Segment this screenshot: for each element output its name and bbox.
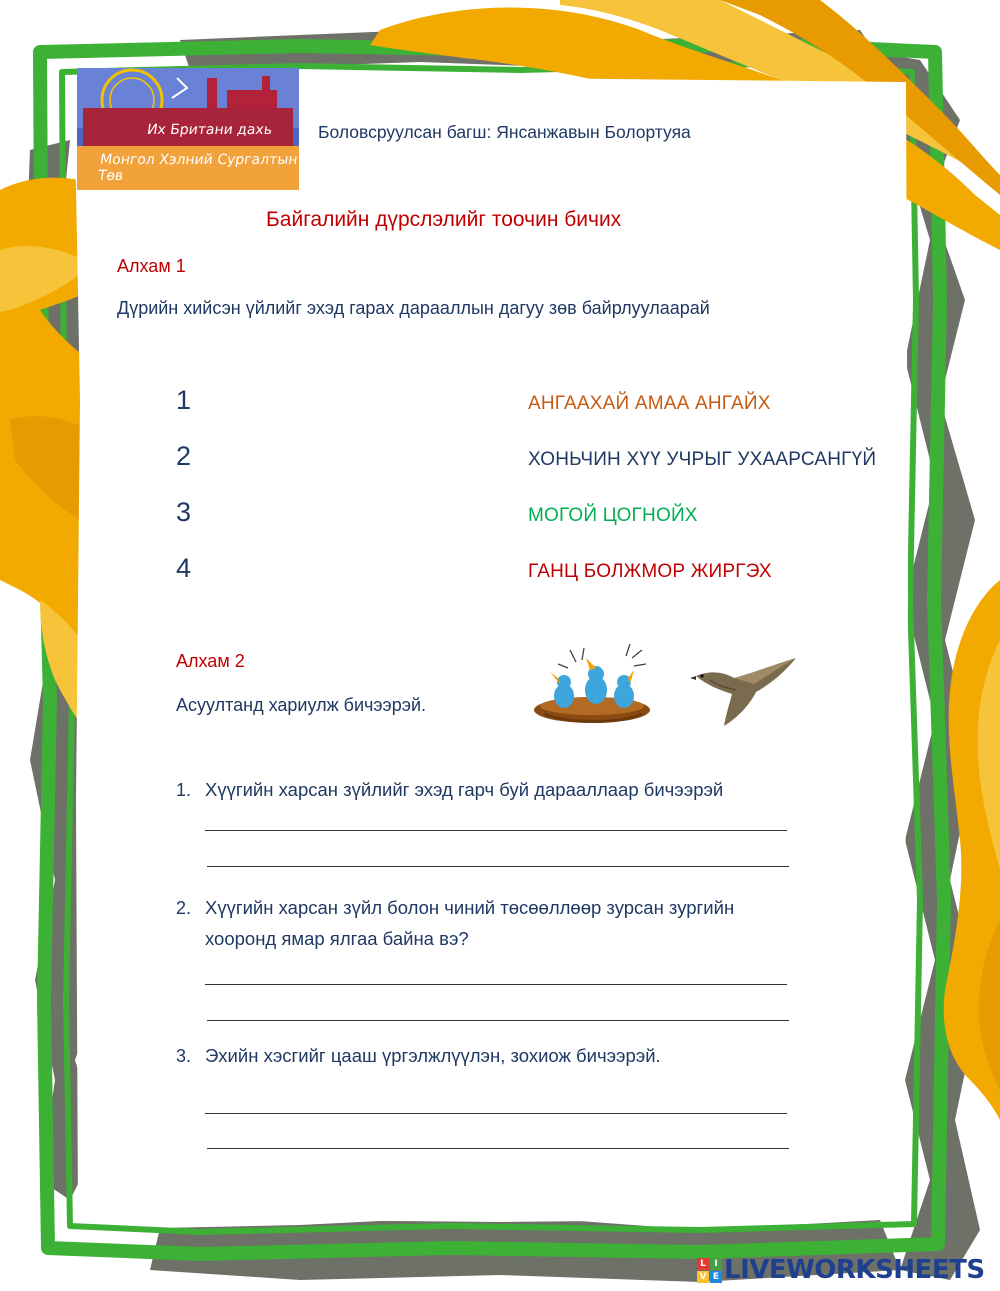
question-2-line-1: Хүүгийн харсан зүйл болон чиний төсөөллөөр зурсан зургийн — [205, 897, 735, 918]
logo-line-2: Монгол Хэлний Сургалтын Төв — [96, 152, 299, 184]
order-number-1: 1 — [176, 385, 192, 415]
order-number-4: 4 — [176, 553, 192, 583]
phrase-card-1[interactable]: АНГААХАЙ АМАА АНГАЙХ — [528, 393, 771, 414]
page-title: Байгалийн дүрслэлийг тоочин бичих — [266, 208, 622, 231]
question-3-text — [205, 1040, 661, 1071]
brand-name: LIVEWORKSHEETS — [724, 1255, 985, 1285]
bird-nest-icon — [530, 644, 656, 724]
live-badge-icon — [697, 1258, 722, 1283]
logo-line-1: Их Британи дахь — [145, 122, 274, 138]
step2-label: Алхам 2 — [176, 651, 245, 671]
question-2-line-2: хооронд ямар ялгаа байна вэ? — [205, 928, 469, 949]
question-2-text — [205, 892, 734, 954]
author-line: Боловсруулсан багш: Янсанжавын Болортуяа — [318, 122, 691, 142]
question-3-number: 3. — [176, 1046, 192, 1066]
question-2-number: 2. — [176, 898, 192, 918]
badge-letter-i: I — [710, 1258, 722, 1270]
answer-line-3b[interactable] — [207, 1148, 789, 1149]
question-1-number: 1. — [176, 780, 192, 800]
step1-label: Алхам 1 — [117, 256, 186, 276]
answer-line-1b[interactable] — [207, 866, 789, 867]
liveworksheets-brand[interactable] — [697, 1254, 985, 1286]
badge-letter-l: L — [697, 1258, 709, 1270]
question-1-text — [205, 774, 723, 805]
order-number-3: 3 — [176, 497, 192, 527]
answer-line-1a[interactable] — [205, 830, 787, 831]
step1-instruction: Дүрийн хийсэн үйлийг эхэд гарах дарааллын дагуу зөв байрлуулаарай — [117, 298, 710, 318]
phrase-card-2[interactable]: ХОНЬЧИН ХҮҮ УЧРЫГ УХААРСАНГҮЙ — [528, 449, 877, 470]
school-logo — [77, 68, 299, 190]
phrase-card-3[interactable]: МОГОЙ ЦОГНОЙХ — [528, 505, 698, 526]
order-number-2: 2 — [176, 441, 192, 471]
question-3-line-1: Эхийн хэсгийг цааш үргэлжлүүлэн, зохиож бичээрэй. — [205, 1045, 661, 1066]
question-1-line-1: Хүүгийн харсан зүйлийг эхэд гарч буй дарааллаар бичээрэй — [205, 779, 724, 800]
badge-letter-v: V — [697, 1271, 709, 1283]
phrase-card-4[interactable]: ГАНЦ БОЛЖМОР ЖИРГЭХ — [528, 561, 772, 582]
answer-line-3a[interactable] — [205, 1113, 787, 1114]
step2-instruction: Асуултанд хариулж бичээрэй. — [176, 695, 426, 715]
answer-line-2a[interactable] — [205, 984, 787, 985]
answer-line-2b[interactable] — [207, 1020, 789, 1021]
flying-bird-icon — [690, 656, 800, 728]
badge-letter-e: E — [710, 1271, 722, 1283]
